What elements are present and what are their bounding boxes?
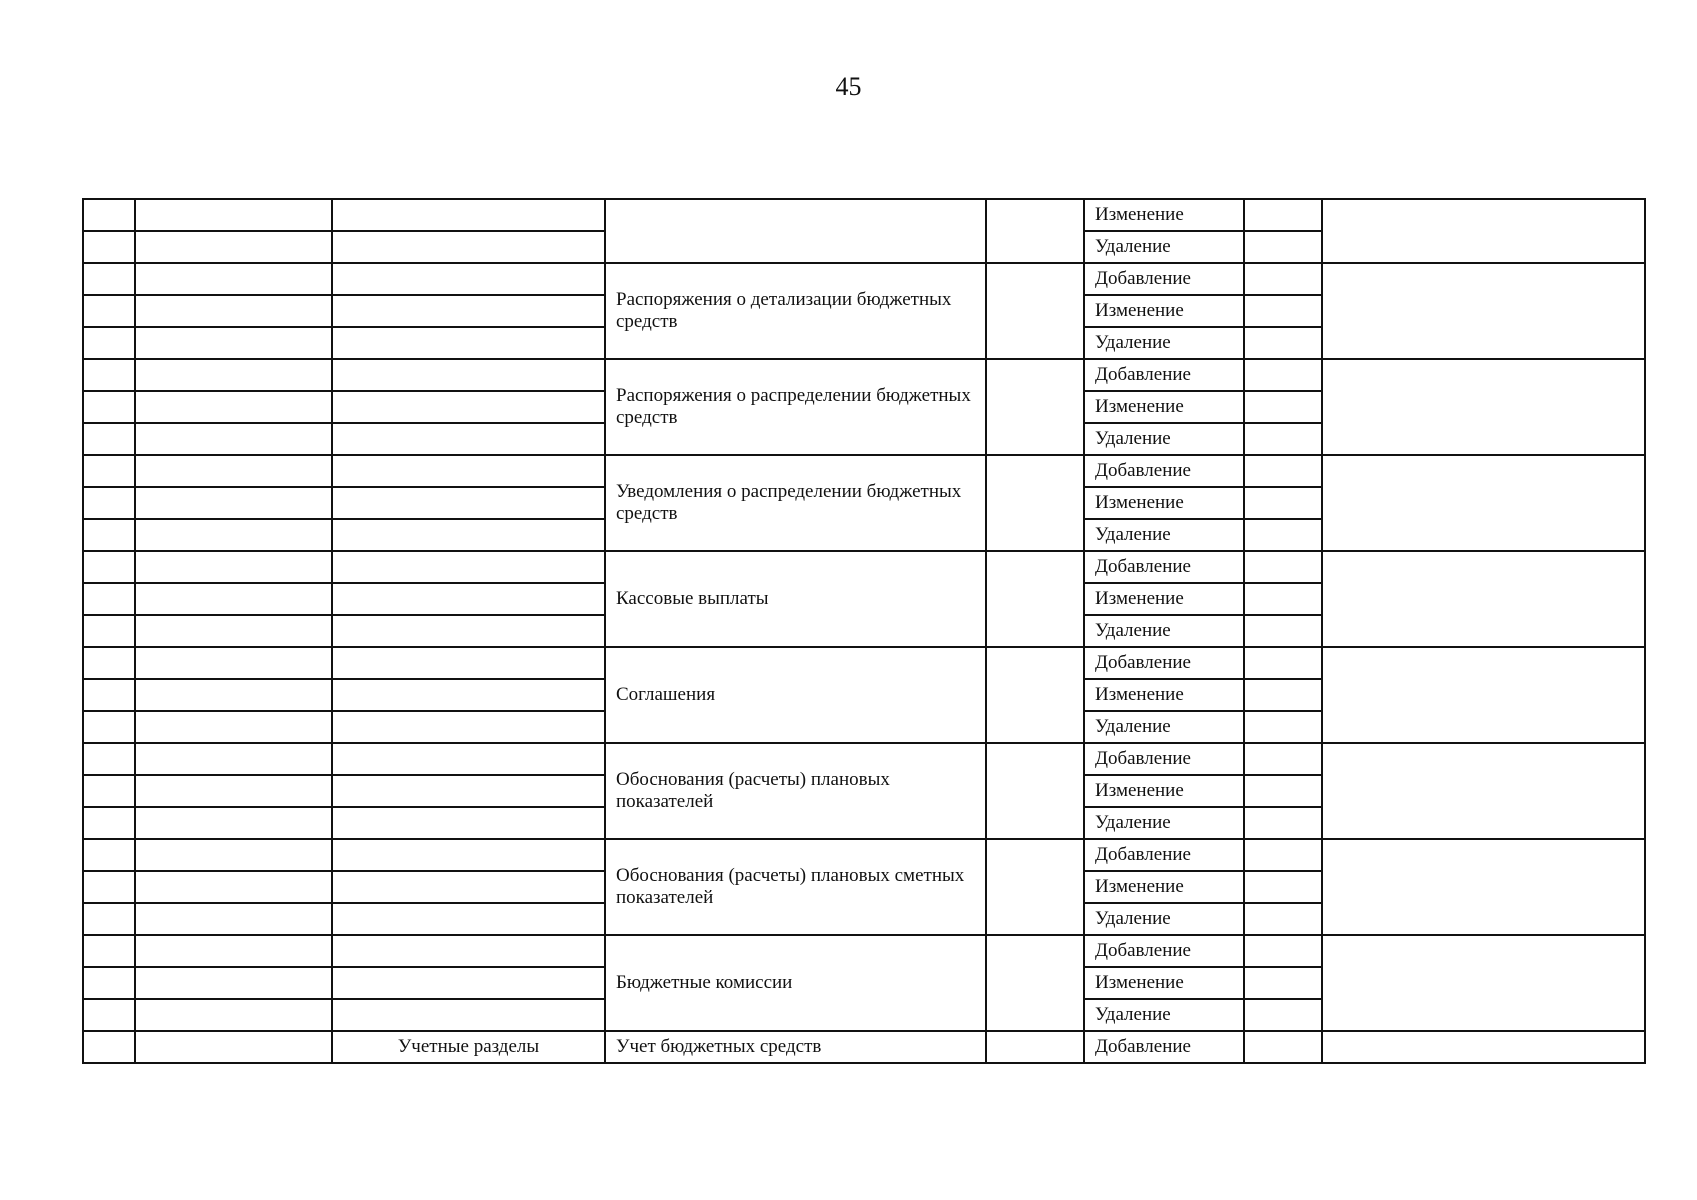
table-row xyxy=(83,263,1645,295)
flag-cell xyxy=(1244,775,1322,807)
system-cell xyxy=(135,487,332,519)
section-cell xyxy=(332,967,605,999)
action-cell: Удаление xyxy=(1084,999,1244,1031)
system-cell xyxy=(135,199,332,231)
action-cell: Изменение xyxy=(1084,775,1244,807)
section-cell xyxy=(332,743,605,775)
document-cell xyxy=(605,199,986,263)
row-number-cell xyxy=(83,423,135,455)
row-number-cell xyxy=(83,1031,135,1063)
section-cell xyxy=(332,263,605,295)
table-row xyxy=(83,839,1645,871)
system-cell xyxy=(135,551,332,583)
row-number-cell xyxy=(83,647,135,679)
table-row xyxy=(83,359,1645,391)
system-cell xyxy=(135,583,332,615)
note-cell xyxy=(1322,455,1645,551)
table-row xyxy=(83,1031,1645,1063)
page-number: 45 xyxy=(835,72,862,101)
section-cell xyxy=(332,519,605,551)
row-number-cell xyxy=(83,679,135,711)
document-cell: Обоснования (расчеты) плановых сметных показателей xyxy=(605,839,986,935)
flag-cell xyxy=(1244,391,1322,423)
flag-cell xyxy=(1244,871,1322,903)
note-cell xyxy=(1322,935,1645,1031)
table-row xyxy=(83,647,1645,679)
section-cell xyxy=(332,775,605,807)
action-cell: Удаление xyxy=(1084,327,1244,359)
row-number-cell xyxy=(83,615,135,647)
flag-cell xyxy=(1244,903,1322,935)
code-cell xyxy=(986,743,1084,839)
code-cell xyxy=(986,935,1084,1031)
table-row xyxy=(83,935,1645,967)
row-number-cell xyxy=(83,487,135,519)
action-cell: Добавление xyxy=(1084,1031,1244,1063)
action-cell: Добавление xyxy=(1084,935,1244,967)
system-cell xyxy=(135,807,332,839)
section-cell xyxy=(332,423,605,455)
flag-cell xyxy=(1244,423,1322,455)
system-cell xyxy=(135,935,332,967)
section-cell xyxy=(332,295,605,327)
action-cell: Удаление xyxy=(1084,615,1244,647)
flag-cell xyxy=(1244,295,1322,327)
document-cell: Распоряжения о распределении бюджетных средств xyxy=(605,359,986,455)
system-cell xyxy=(135,519,332,551)
flag-cell xyxy=(1244,263,1322,295)
system-cell xyxy=(135,359,332,391)
section-cell xyxy=(332,839,605,871)
section-cell xyxy=(332,455,605,487)
section-cell xyxy=(332,807,605,839)
document-cell: Уведомления о распределении бюджетных средств xyxy=(605,455,986,551)
section-cell xyxy=(332,935,605,967)
flag-cell xyxy=(1244,1031,1322,1063)
system-cell xyxy=(135,711,332,743)
section-cell xyxy=(332,999,605,1031)
flag-cell xyxy=(1244,487,1322,519)
section-cell xyxy=(332,551,605,583)
system-cell xyxy=(135,839,332,871)
code-cell xyxy=(986,1031,1084,1063)
section-cell xyxy=(332,391,605,423)
row-number-cell xyxy=(83,263,135,295)
system-cell xyxy=(135,775,332,807)
section-cell xyxy=(332,903,605,935)
section-cell xyxy=(332,359,605,391)
system-cell xyxy=(135,903,332,935)
row-number-cell xyxy=(83,999,135,1031)
action-cell: Добавление xyxy=(1084,647,1244,679)
note-cell xyxy=(1322,551,1645,647)
action-cell: Удаление xyxy=(1084,519,1244,551)
flag-cell xyxy=(1244,615,1322,647)
action-cell: Изменение xyxy=(1084,295,1244,327)
flag-cell xyxy=(1244,711,1322,743)
code-cell xyxy=(986,199,1084,263)
system-cell xyxy=(135,455,332,487)
action-cell: Изменение xyxy=(1084,967,1244,999)
document-cell: Соглашения xyxy=(605,647,986,743)
flag-cell xyxy=(1244,967,1322,999)
section-cell xyxy=(332,583,605,615)
action-cell: Изменение xyxy=(1084,583,1244,615)
system-cell xyxy=(135,295,332,327)
row-number-cell xyxy=(83,295,135,327)
row-number-cell xyxy=(83,231,135,263)
table-row xyxy=(83,551,1645,583)
system-cell xyxy=(135,679,332,711)
code-cell xyxy=(986,839,1084,935)
action-cell: Удаление xyxy=(1084,711,1244,743)
flag-cell xyxy=(1244,199,1322,231)
flag-cell xyxy=(1244,327,1322,359)
system-cell xyxy=(135,871,332,903)
action-cell: Изменение xyxy=(1084,871,1244,903)
row-number-cell xyxy=(83,775,135,807)
action-cell: Удаление xyxy=(1084,807,1244,839)
row-number-cell xyxy=(83,199,135,231)
note-cell xyxy=(1322,743,1645,839)
section-cell xyxy=(332,199,605,231)
note-cell xyxy=(1322,839,1645,935)
row-number-cell xyxy=(83,871,135,903)
row-number-cell xyxy=(83,359,135,391)
code-cell xyxy=(986,455,1084,551)
action-cell: Добавление xyxy=(1084,359,1244,391)
code-cell xyxy=(986,551,1084,647)
table-row xyxy=(83,199,1645,231)
action-cell: Изменение xyxy=(1084,199,1244,231)
system-cell xyxy=(135,615,332,647)
note-cell xyxy=(1322,1031,1645,1063)
flag-cell xyxy=(1244,359,1322,391)
action-cell: Добавление xyxy=(1084,839,1244,871)
system-cell xyxy=(135,999,332,1031)
row-number-cell xyxy=(83,711,135,743)
access-rights-table xyxy=(82,198,1646,1064)
flag-cell xyxy=(1244,519,1322,551)
action-cell: Добавление xyxy=(1084,551,1244,583)
section-cell: Учетные разделы xyxy=(332,1031,605,1063)
flag-cell xyxy=(1244,679,1322,711)
flag-cell xyxy=(1244,231,1322,263)
flag-cell xyxy=(1244,455,1322,487)
system-cell xyxy=(135,327,332,359)
action-cell: Изменение xyxy=(1084,487,1244,519)
action-cell: Удаление xyxy=(1084,231,1244,263)
system-cell xyxy=(135,967,332,999)
row-number-cell xyxy=(83,935,135,967)
system-cell xyxy=(135,743,332,775)
code-cell xyxy=(986,359,1084,455)
row-number-cell xyxy=(83,967,135,999)
flag-cell xyxy=(1244,839,1322,871)
action-cell: Добавление xyxy=(1084,263,1244,295)
row-number-cell xyxy=(83,519,135,551)
section-cell xyxy=(332,871,605,903)
note-cell xyxy=(1322,647,1645,743)
system-cell xyxy=(135,231,332,263)
flag-cell xyxy=(1244,647,1322,679)
code-cell xyxy=(986,263,1084,359)
action-cell: Изменение xyxy=(1084,679,1244,711)
action-cell: Добавление xyxy=(1084,455,1244,487)
document-cell: Обоснования (расчеты) плановых показателей xyxy=(605,743,986,839)
table-row xyxy=(83,455,1645,487)
action-cell: Удаление xyxy=(1084,903,1244,935)
note-cell xyxy=(1322,359,1645,455)
row-number-cell xyxy=(83,455,135,487)
section-cell xyxy=(332,711,605,743)
row-number-cell xyxy=(83,391,135,423)
flag-cell xyxy=(1244,935,1322,967)
system-cell xyxy=(135,423,332,455)
system-cell xyxy=(135,391,332,423)
section-cell xyxy=(332,615,605,647)
system-cell xyxy=(135,1031,332,1063)
code-cell xyxy=(986,647,1084,743)
document-cell: Распоряжения о детализации бюджетных средств xyxy=(605,263,986,359)
flag-cell xyxy=(1244,807,1322,839)
note-cell xyxy=(1322,263,1645,359)
action-cell: Удаление xyxy=(1084,423,1244,455)
flag-cell xyxy=(1244,583,1322,615)
section-cell xyxy=(332,327,605,359)
document-cell: Бюджетные комиссии xyxy=(605,935,986,1031)
document-cell: Учет бюджетных средств xyxy=(605,1031,986,1063)
section-cell xyxy=(332,487,605,519)
section-cell xyxy=(332,679,605,711)
section-cell xyxy=(332,647,605,679)
flag-cell xyxy=(1244,743,1322,775)
flag-cell xyxy=(1244,551,1322,583)
row-number-cell xyxy=(83,839,135,871)
flag-cell xyxy=(1244,999,1322,1031)
section-cell xyxy=(332,231,605,263)
row-number-cell xyxy=(83,327,135,359)
row-number-cell xyxy=(83,583,135,615)
table-body xyxy=(83,199,1645,1063)
row-number-cell xyxy=(83,807,135,839)
system-cell xyxy=(135,263,332,295)
system-cell xyxy=(135,647,332,679)
document-cell: Кассовые выплаты xyxy=(605,551,986,647)
row-number-cell xyxy=(83,903,135,935)
note-cell xyxy=(1322,199,1645,263)
action-cell: Изменение xyxy=(1084,391,1244,423)
table-row xyxy=(83,743,1645,775)
row-number-cell xyxy=(83,551,135,583)
action-cell: Добавление xyxy=(1084,743,1244,775)
row-number-cell xyxy=(83,743,135,775)
